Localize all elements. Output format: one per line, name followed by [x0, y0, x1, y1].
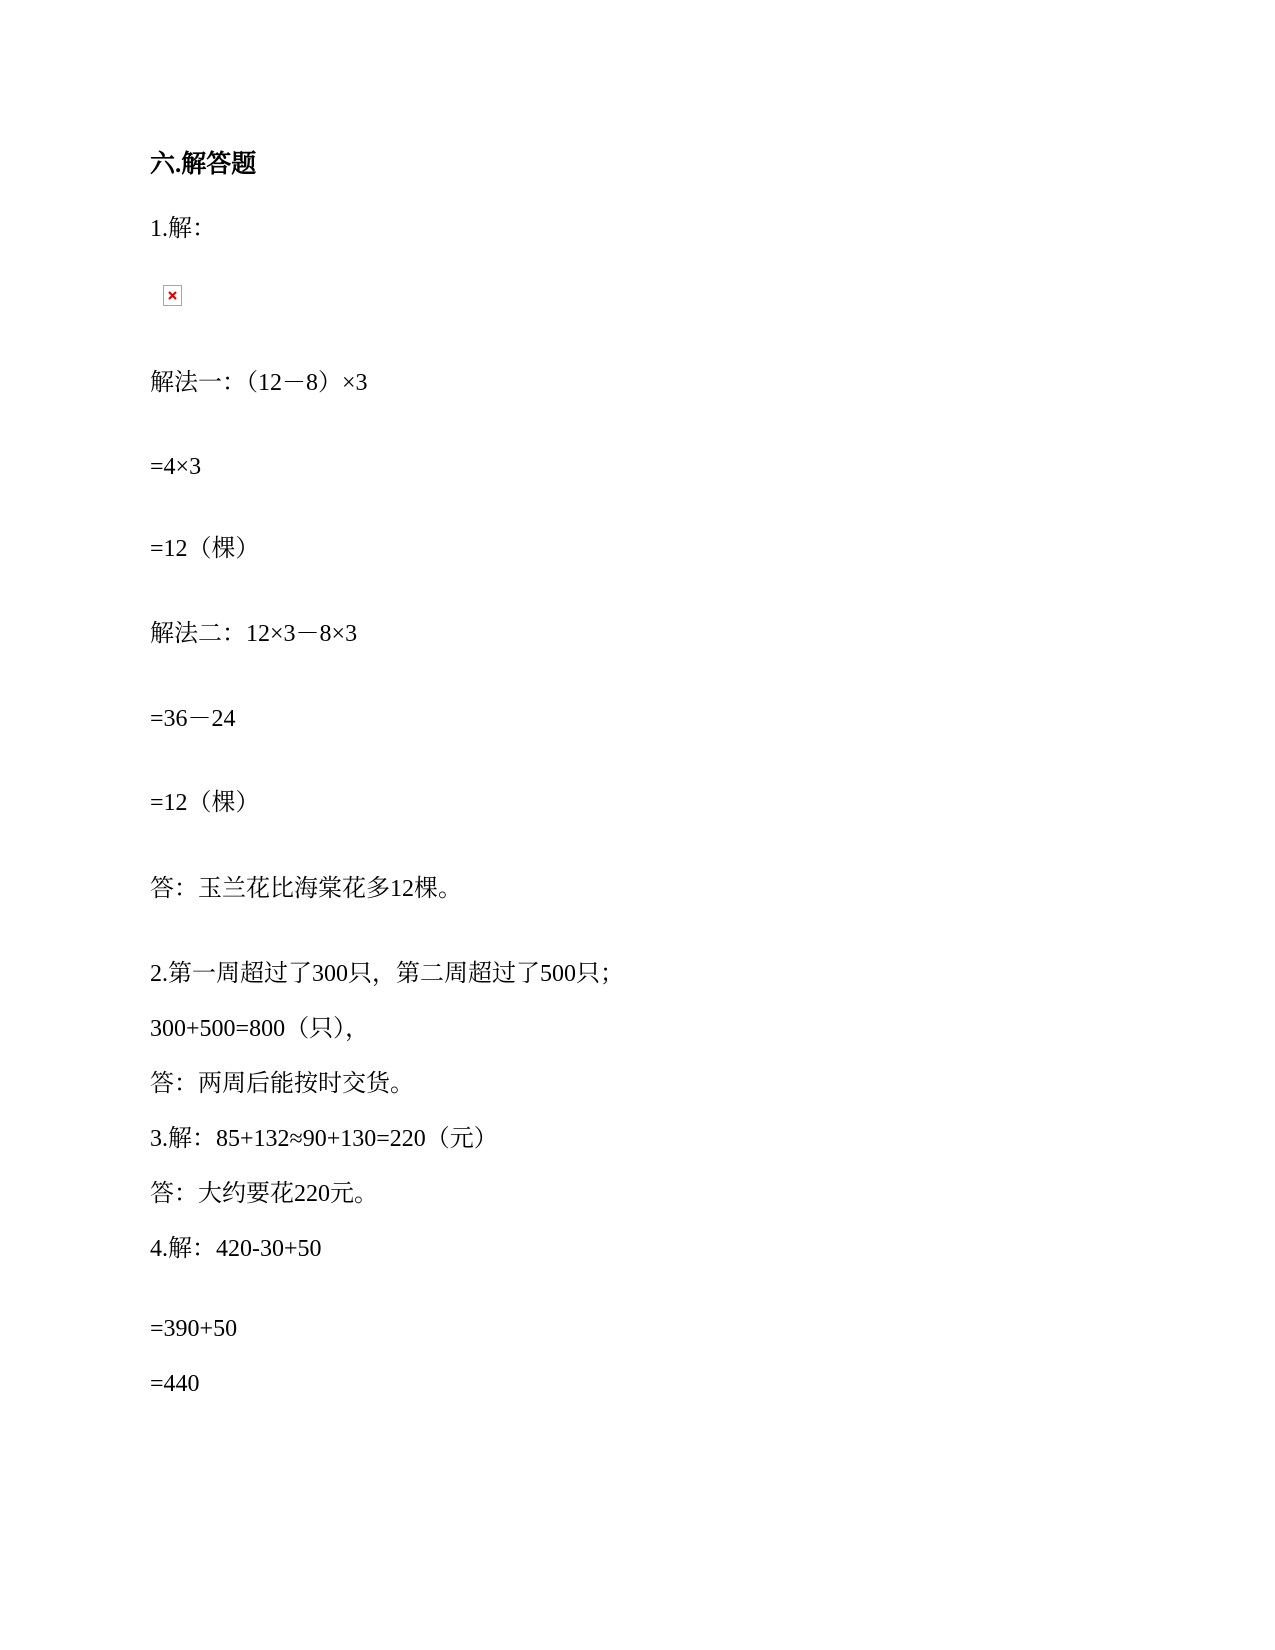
problem-1-label: 1.解：	[150, 216, 216, 242]
p1-step: =36－24	[150, 706, 236, 732]
p4-step: =390+50	[150, 1316, 238, 1342]
problem-3-calculation: 3.解：85+132≈90+130=220（元）	[150, 1126, 498, 1152]
p2-calculation: 300+500=800（只），	[150, 1016, 370, 1042]
p2-answer: 答：两周后能按时交货。	[150, 1071, 414, 1097]
p1-result: =12（棵）	[150, 536, 260, 562]
p1-step: =4×3	[150, 454, 202, 480]
p1-method-two: 解法二：12×3－8×3	[150, 621, 358, 647]
problem-4-calculation: 4.解：420-30+50	[150, 1236, 322, 1262]
p1-answer: 答：玉兰花比海棠花多12棵。	[150, 876, 462, 902]
section-heading: 六.解答题	[150, 151, 257, 178]
problem-2-statement: 2.第一周超过了300只，第二周超过了500只；	[150, 961, 624, 987]
p3-answer: 答：大约要花220元。	[150, 1181, 378, 1207]
p1-result: =12（棵）	[150, 790, 260, 816]
broken-image-icon	[163, 285, 182, 306]
p1-method-one: 解法一：（12－8）×3	[150, 370, 368, 396]
p4-result: =440	[150, 1371, 200, 1397]
